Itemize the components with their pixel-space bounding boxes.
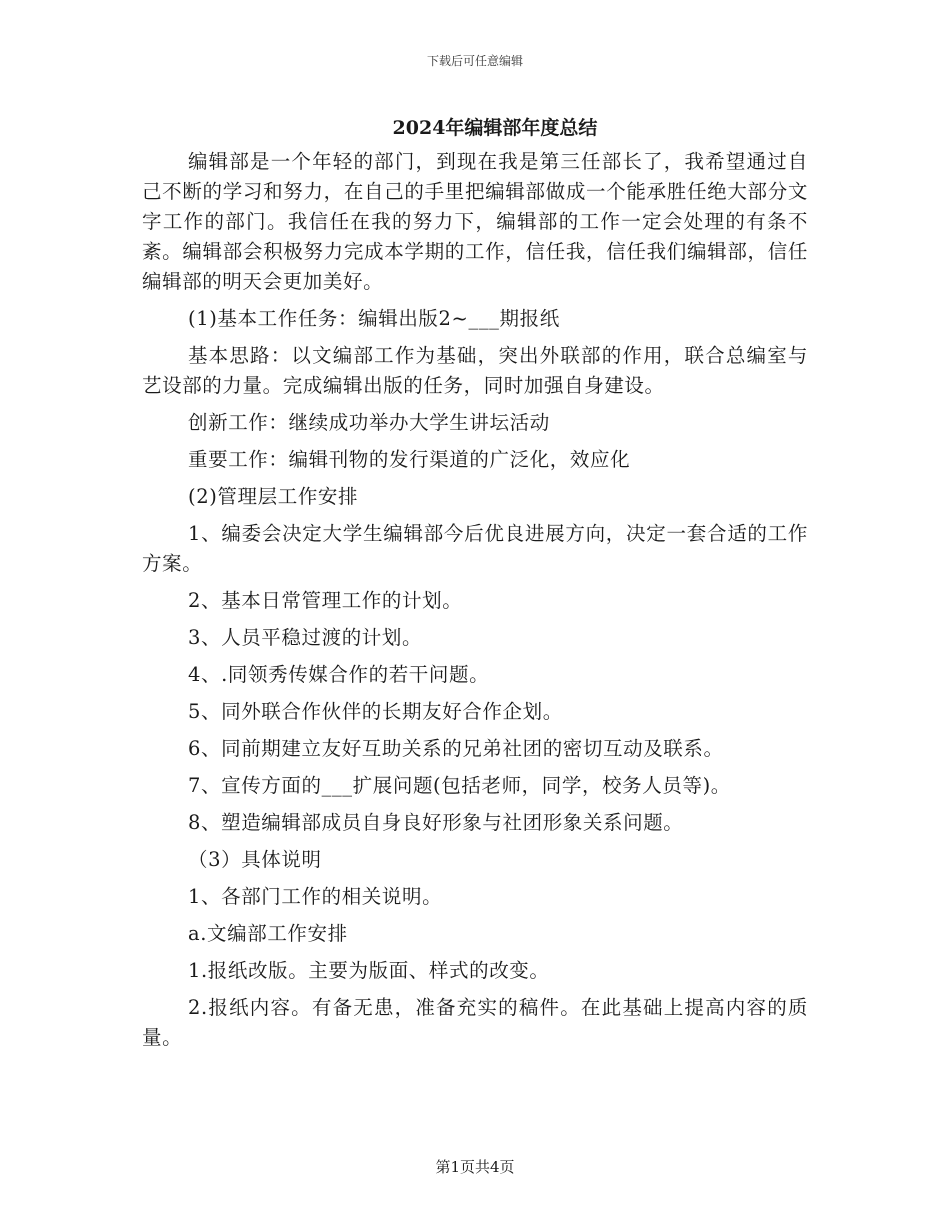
list-item: 6、同前期建立友好互助关系的兄弟社团的密切互动及联系。 (188, 737, 724, 760)
document-body (142, 147, 808, 1060)
list-item: 2.报纸内容。有备无患，准备充实的稿件。在此基础上提高内容的质量。 (142, 996, 808, 1049)
paragraph-innovation: 创新工作：继续成功举办大学生讲坛活动 (188, 411, 550, 434)
list-item: 8、塑造编辑部成员自身良好形象与社团形象关系问题。 (188, 811, 684, 834)
document-title: 2024年编辑部年度总结 (392, 117, 598, 139)
paragraph-basic-approach: 基本思路：以文编部工作为基础，突出外联部的作用，联合总编室与艺设部的力量。完成编辑出版的任务，同时加强自身建设。 (142, 344, 808, 397)
paragraph-management-heading: (2)管理层工作安排 (188, 485, 359, 508)
list-item: 1、各部门工作的相关说明。 (188, 885, 443, 908)
page-header-note: 下载后可任意编辑 (426, 54, 523, 68)
list-item: 3、人员平稳过渡的计划。 (188, 626, 423, 649)
list-item: 7、宣传方面的___扩展问题(包括老师，同学，校务人员等)。 (188, 774, 731, 797)
list-item: 4、.同领秀传媒合作的若干问题。 (188, 663, 490, 686)
paragraph-intro: 编辑部是一个年轻的部门，到现在我是第三任部长了，我希望通过自己不断的学习和努力，在自己的手里把编辑部做成一个能承胜任绝大部分文字工作的部门。我信任在我的努力下，编辑部的工作一定会处理的有条不紊。编辑部会积极努力完成本学期的工作，信任我，信任我们编辑部，信任编辑部的明天会更加美好。 (142, 150, 808, 293)
page-number: 第1页共4页 (435, 1158, 515, 1176)
paragraph-details-heading: （3）具体说明 (188, 848, 322, 871)
list-item: 5、同外联合作伙伴的长期友好合作企划。 (188, 700, 563, 723)
list-item: a.文编部工作安排 (188, 922, 348, 945)
paragraph-key-work: 重要工作：编辑刊物的发行渠道的广泛化，效应化 (188, 448, 631, 471)
paragraph-basic-task: (1)基本工作任务：编辑出版2~___期报纸 (188, 307, 560, 330)
list-item: 1、编委会决定大学生编辑部今后优良进展方向，决定一套合适的工作方案。 (142, 522, 808, 575)
list-item: 2、基本日常管理工作的计划。 (188, 589, 463, 612)
list-item: 1.报纸改版。主要为版面、样式的改变。 (188, 959, 550, 982)
